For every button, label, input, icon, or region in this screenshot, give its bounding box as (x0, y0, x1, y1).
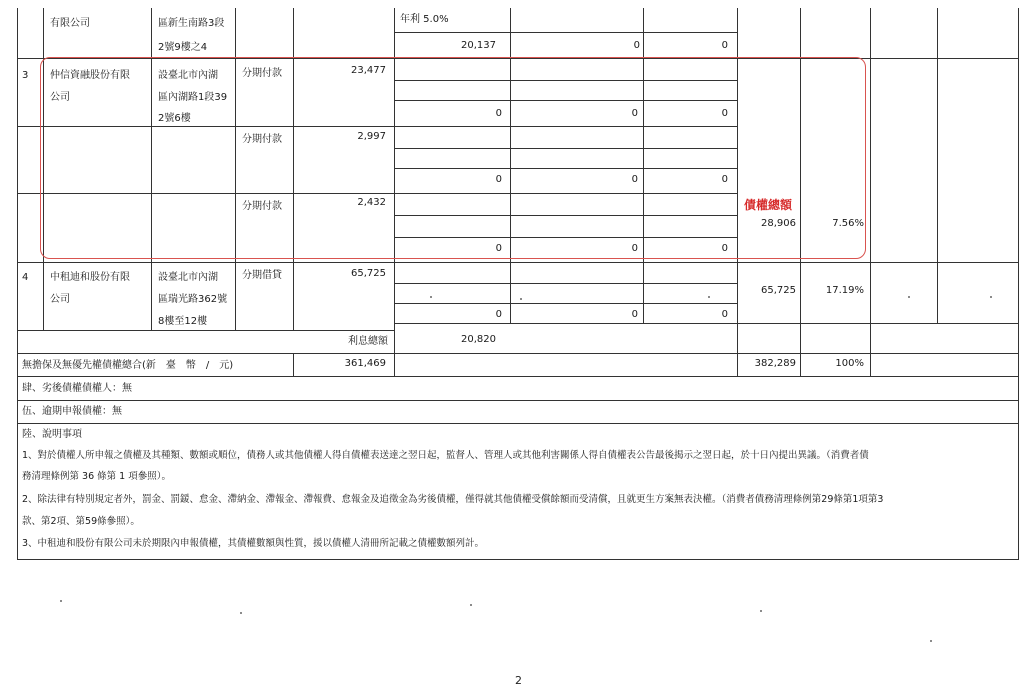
row3-item2-amount: 2,997 (357, 131, 386, 142)
summary-amount: 361,469 (344, 358, 386, 369)
note-2-line-2: 款、第2項、第59條參照）。 (22, 516, 140, 527)
summary-total: 382,289 (754, 358, 796, 369)
interest-total-amount: 20,820 (461, 334, 496, 345)
row3-item3-zero-a: 0 (495, 243, 502, 254)
section-subordinated-claims: 肆、劣後債權債權人：無 (22, 383, 132, 394)
row3-creditor-name-2: 公司 (50, 92, 70, 103)
top-amount: 20,137 (461, 40, 496, 51)
row3-total: 28,906 (761, 218, 796, 229)
row3-item3-amount: 2,432 (357, 197, 386, 208)
highlight-annotation-box (40, 57, 866, 259)
note-2-line-1: 2、除法律有特別規定者外，罰金、罰鍰、怠金、滯納金、滯報金、滯報費、怠報金及追徵金為劣後債權，僅得就其他債權受償餘額而受清償，且就更生方案無表決權。（消費者債務清理條例第29條第1項第3 (22, 494, 884, 505)
table-border-left (17, 8, 18, 559)
row3-address-1: 設臺北市內湖 (158, 70, 218, 81)
row4-amount: 65,725 (351, 268, 386, 279)
note-1-line-2: 務清理條例第 36 條第 1 項參照）。 (22, 471, 171, 482)
row4-address-3: 8樓至12樓 (158, 316, 208, 327)
top-interest-rate: 年利 5.0% (400, 14, 449, 25)
top-zero-2: 0 (721, 40, 728, 51)
interest-total-label: 利息總額 (348, 336, 388, 347)
top-address-line-1: 區新生南路3段 (158, 18, 225, 29)
row3-percent: 7.56% (832, 218, 864, 229)
top-creditor-name: 有限公司 (50, 18, 90, 29)
row4-zero-a: 0 (495, 309, 502, 320)
row3-item1-amount: 23,477 (351, 65, 386, 76)
row3-address-3: 2號6樓 (158, 113, 191, 124)
page-number: 2 (515, 674, 522, 687)
table-border-bottom (17, 559, 1019, 560)
table-border-right (1018, 8, 1019, 559)
row4-creditor-name-2: 公司 (50, 294, 70, 305)
row4-number: 4 (22, 272, 29, 283)
total-claim-annotation: 債權總額 (744, 198, 793, 212)
row4-creditor-name-1: 中租迪和股份有限 (50, 272, 130, 283)
row4-total: 65,725 (761, 285, 796, 296)
summary-label: 無擔保及無優先權債權總合(新 臺 幣 / 元) (22, 360, 234, 371)
row4-zero-c: 0 (721, 309, 728, 320)
section-notes-heading: 陸、說明事項 (22, 429, 82, 440)
row4-zero-b: 0 (631, 309, 638, 320)
row3-item1-zero-a: 0 (495, 108, 502, 119)
row3-item2-zero-b: 0 (631, 174, 638, 185)
row3-number: 3 (22, 70, 29, 81)
row3-item1-zero-c: 0 (721, 108, 728, 119)
row4-type: 分期借貸 (242, 270, 282, 281)
row4-address-2: 區瑞光路362號 (158, 294, 228, 305)
row3-item3-zero-c: 0 (721, 243, 728, 254)
row3-item1-type: 分期付款 (242, 68, 282, 79)
note-1-line-1: 1、對於債權人所申報之債權及其種類、數額或順位，債務人或其他債權人得自債權表送達之翌日起，監督人、管理人或其他利害關係人得自債權表公告最後揭示之翌日起，於十日內提出異議。（消費者債 (22, 450, 869, 461)
row4-percent: 17.19% (825, 285, 864, 296)
note-3: 3、中租迪和股份有限公司未於期限內申報債權，其債權數額與性質，援以債權人清冊所記載之債權數額列計。 (22, 538, 485, 549)
row3-item1-zero-b: 0 (631, 108, 638, 119)
row3-item3-zero-b: 0 (631, 243, 638, 254)
row3-creditor-name-1: 仲信資融股份有限 (50, 70, 130, 81)
summary-percent: 100% (835, 358, 864, 369)
row3-item3-type: 分期付款 (242, 201, 282, 212)
row3-address-2: 區內湖路1段39 (158, 92, 228, 103)
row3-item2-type: 分期付款 (242, 134, 282, 145)
top-address-line-2: 2號9樓之4 (158, 42, 208, 53)
row3-item2-zero-c: 0 (721, 174, 728, 185)
top-zero-1: 0 (633, 40, 640, 51)
section-overdue-claims: 伍、逾期申報債權：無 (22, 406, 122, 417)
row4-address-1: 設臺北市內湖 (158, 272, 218, 283)
row3-item2-zero-a: 0 (495, 174, 502, 185)
